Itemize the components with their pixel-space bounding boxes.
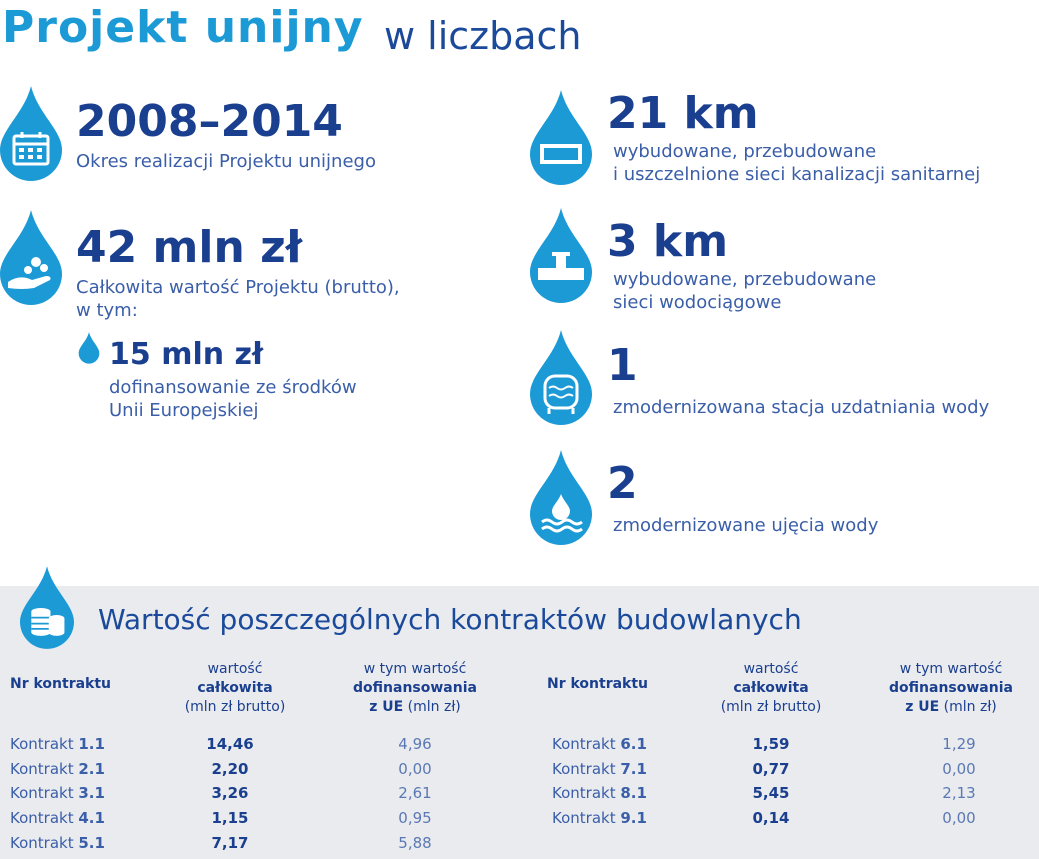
- cell-ue: 5,88: [398, 834, 432, 852]
- cell-total: 2,20: [211, 760, 249, 778]
- stat-desc: Okres realizacji Projektu unijnego: [76, 151, 376, 172]
- stat-desc: wybudowane, przebudowane: [613, 141, 877, 162]
- stat-value: 2008–2014: [76, 96, 343, 147]
- stat-desc: wybudowane, przebudowane: [613, 269, 877, 290]
- header-total: wartość całkowita (mln zł brutto): [720, 661, 822, 715]
- drop-icon: [78, 332, 100, 364]
- cell-ue: 0,00: [942, 760, 976, 778]
- valve-icon: [530, 208, 592, 304]
- header-nr: Nr kontraktu: [10, 676, 112, 692]
- cell-ue: 0,00: [398, 760, 432, 778]
- stat-desc: i uszczelnione sieci kanalizacji sanitarnej: [613, 164, 981, 185]
- cell-ue: 0,00: [942, 809, 976, 827]
- cell-total: 5,45: [752, 784, 790, 802]
- pipe-icon: [530, 90, 592, 186]
- table-row: Kontrakt 8.1: [552, 784, 647, 802]
- coins-hand-icon: [0, 210, 62, 306]
- table-row: Kontrakt 3.1: [10, 784, 105, 802]
- stat-desc: Unii Europejskiej: [109, 400, 259, 421]
- header-nr: Nr kontraktu: [547, 676, 649, 692]
- cell-ue: 2,13: [942, 784, 976, 802]
- stat-desc: dofinansowanie ze środków: [109, 377, 357, 398]
- stat-treatment: [607, 340, 990, 419]
- table-row: Kontrakt 4.1: [10, 809, 105, 827]
- page-title: Projekt unijny: [2, 2, 364, 53]
- stat-intake: [607, 458, 879, 537]
- stat-value: 15 mln zł: [109, 337, 264, 372]
- cell-total: 7,17: [211, 834, 249, 852]
- stat-period: [76, 96, 376, 173]
- table-row: Kontrakt 2.1: [10, 760, 105, 778]
- cell-total: 0,14: [752, 809, 790, 827]
- stat-eu: [109, 337, 357, 422]
- calendar-icon: [0, 86, 62, 182]
- cell-total: 0,77: [752, 760, 790, 778]
- water-intake-icon: [530, 450, 592, 546]
- stat-value: 3 km: [607, 216, 729, 267]
- cell-ue: 1,29: [942, 735, 976, 753]
- stat-total: [76, 222, 400, 322]
- stat-value: 21 km: [607, 88, 759, 139]
- cell-ue: 0,95: [398, 809, 432, 827]
- cell-total: 14,46: [206, 735, 254, 753]
- table-row: Kontrakt 1.1: [10, 735, 105, 753]
- header-ue: w tym wartość dofinansowania z UE (mln zł): [889, 661, 1013, 715]
- stat-value: 1: [607, 340, 638, 391]
- stat-desc: zmodernizowane ujęcia wody: [613, 515, 879, 536]
- table-title: Wartość poszczególnych kontraktów budowlanych: [98, 603, 802, 636]
- header-ue: w tym wartość dofinansowania z UE (mln zł): [353, 661, 477, 715]
- stat-sewer: [607, 88, 981, 186]
- stat-desc: Całkowita wartość Projektu (brutto),: [76, 277, 400, 298]
- stat-desc: zmodernizowana stacja uzdatniania wody: [613, 397, 990, 418]
- stat-water-network: [607, 216, 877, 314]
- cell-ue: 2,61: [398, 784, 432, 802]
- table-row: Kontrakt 7.1: [552, 760, 647, 778]
- cell-total: 3,26: [211, 784, 249, 802]
- stat-desc: sieci wodociągowe: [613, 292, 782, 313]
- stat-value: 2: [607, 458, 638, 509]
- stat-value: 42 mln zł: [76, 222, 303, 273]
- stat-desc: w tym:: [76, 300, 138, 321]
- cell-total: 1,59: [752, 735, 790, 753]
- header-total: wartość całkowita (mln zł brutto): [184, 661, 286, 715]
- table-row: Kontrakt 6.1: [552, 735, 647, 753]
- table-row: Kontrakt 9.1: [552, 809, 647, 827]
- table-row: Kontrakt 5.1: [10, 834, 105, 852]
- cell-total: 1,15: [211, 809, 249, 827]
- coins-icon: [20, 566, 74, 650]
- cell-ue: 4,96: [398, 735, 432, 753]
- page-subtitle: w liczbach: [384, 14, 582, 58]
- tank-icon: [530, 330, 592, 426]
